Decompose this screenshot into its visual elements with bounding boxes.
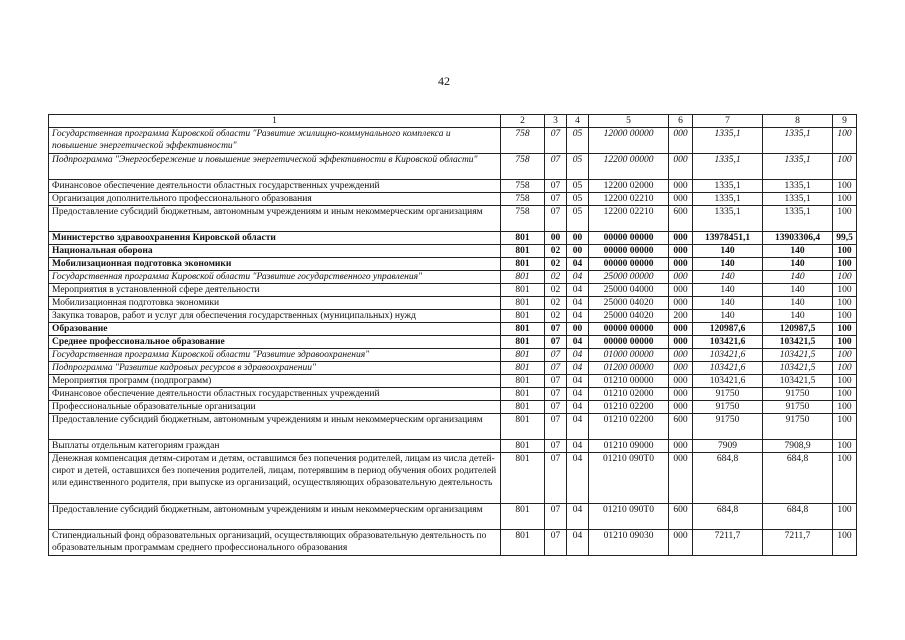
actual-amount-cell: 140 (763, 284, 833, 297)
subsection-code-cell: 04 (567, 310, 589, 323)
table-row (49, 154, 857, 180)
section-code-cell: 07 (545, 453, 567, 504)
planned-amount-cell: 140 (693, 310, 763, 323)
column-header: 8 (763, 115, 833, 128)
section-code-cell: 00 (545, 232, 567, 245)
ministry-code-cell: 801 (501, 323, 545, 336)
planned-amount-cell: 91750 (693, 414, 763, 440)
expense-type-cell: 000 (669, 297, 693, 310)
subsection-code-cell: 04 (567, 271, 589, 284)
subsection-code-cell: 05 (567, 154, 589, 180)
table-row (49, 453, 857, 504)
expense-type-cell: 000 (669, 323, 693, 336)
expense-type-cell: 000 (669, 271, 693, 284)
subsection-code-cell: 04 (567, 284, 589, 297)
ministry-code-cell: 801 (501, 245, 545, 258)
percent-cell: 100 (833, 388, 857, 401)
section-code-cell: 07 (545, 388, 567, 401)
actual-amount-cell: 103421,5 (763, 362, 833, 375)
percent-cell: 100 (833, 530, 857, 556)
subsection-code-cell: 04 (567, 375, 589, 388)
percent-cell: 100 (833, 258, 857, 271)
expense-type-cell: 000 (669, 401, 693, 414)
percent-cell: 100 (833, 297, 857, 310)
percent-cell: 100 (833, 453, 857, 504)
expense-type-cell: 000 (669, 530, 693, 556)
name-cell: Организация дополнительного профессионального образования (49, 193, 501, 206)
percent-cell: 100 (833, 401, 857, 414)
target-article-cell: 01210 090Т0 (589, 504, 669, 530)
target-article-cell: 12200 02000 (589, 180, 669, 193)
section-code-cell: 07 (545, 128, 567, 154)
section-code-cell: 02 (545, 258, 567, 271)
ministry-code-cell: 801 (501, 504, 545, 530)
ministry-code-cell: 801 (501, 232, 545, 245)
section-code-cell: 02 (545, 310, 567, 323)
ministry-code-cell: 758 (501, 128, 545, 154)
section-code-cell: 07 (545, 401, 567, 414)
name-cell: Образование (49, 323, 501, 336)
table-row (49, 245, 857, 258)
ministry-code-cell: 758 (501, 206, 545, 232)
target-article-cell: 01200 00000 (589, 362, 669, 375)
name-cell: Профессиональные образовательные организации (49, 401, 501, 414)
table-row (49, 336, 857, 349)
planned-amount-cell: 103421,6 (693, 362, 763, 375)
percent-cell: 100 (833, 271, 857, 284)
ministry-code-cell: 801 (501, 453, 545, 504)
table-row (49, 180, 857, 193)
ministry-code-cell: 758 (501, 180, 545, 193)
expense-type-cell: 000 (669, 440, 693, 453)
expense-type-cell: 200 (669, 310, 693, 323)
target-article-cell: 01210 090Т0 (589, 453, 669, 504)
table-row (49, 323, 857, 336)
planned-amount-cell: 684,8 (693, 504, 763, 530)
planned-amount-cell: 7211,7 (693, 530, 763, 556)
name-cell: Денежная компенсация детям-сиротам и детям, оставшимся без попечения родителей, лицам из числа детей-сирот и детей, оставшихся без попечения родителей, лицам, потерявшим в период обучения обоих родителей или единственного родителя, при выпуске из организаций, осуществляющих образовательную деятельность (49, 453, 501, 504)
subsection-code-cell: 00 (567, 323, 589, 336)
ministry-code-cell: 801 (501, 336, 545, 349)
planned-amount-cell: 140 (693, 258, 763, 271)
target-article-cell: 12200 02210 (589, 193, 669, 206)
name-cell: Закупка товаров, работ и услуг для обеспечения государственных (муниципальных) нужд (49, 310, 501, 323)
percent-cell: 100 (833, 336, 857, 349)
table-row (49, 440, 857, 453)
column-header: 1 (49, 115, 501, 128)
expense-type-cell: 600 (669, 504, 693, 530)
ministry-code-cell: 801 (501, 310, 545, 323)
planned-amount-cell: 7909 (693, 440, 763, 453)
target-article-cell: 25000 04000 (589, 284, 669, 297)
planned-amount-cell: 684,8 (693, 453, 763, 504)
target-article-cell: 00000 00000 (589, 232, 669, 245)
expense-type-cell: 000 (669, 232, 693, 245)
planned-amount-cell: 1335,1 (693, 154, 763, 180)
actual-amount-cell: 684,8 (763, 504, 833, 530)
name-cell: Предоставление субсидий бюджетным, автономным учреждениям и иным некоммерческим организациям (49, 206, 501, 232)
target-article-cell: 00000 00000 (589, 258, 669, 271)
expense-type-cell: 600 (669, 206, 693, 232)
subsection-code-cell: 04 (567, 414, 589, 440)
table-row (49, 310, 857, 323)
actual-amount-cell: 1335,1 (763, 128, 833, 154)
page-number: 42 (438, 74, 450, 88)
planned-amount-cell: 1335,1 (693, 193, 763, 206)
percent-cell: 100 (833, 284, 857, 297)
expense-type-cell: 000 (669, 180, 693, 193)
name-cell: Национальная оборона (49, 245, 501, 258)
actual-amount-cell: 140 (763, 310, 833, 323)
planned-amount-cell: 13978451,1 (693, 232, 763, 245)
table-row (49, 349, 857, 362)
target-article-cell: 01210 09000 (589, 440, 669, 453)
actual-amount-cell: 103421,5 (763, 349, 833, 362)
actual-amount-cell: 91750 (763, 401, 833, 414)
ministry-code-cell: 801 (501, 414, 545, 440)
actual-amount-cell: 7908,9 (763, 440, 833, 453)
table-row (49, 297, 857, 310)
ministry-code-cell: 801 (501, 530, 545, 556)
subsection-code-cell: 04 (567, 401, 589, 414)
expense-type-cell: 000 (669, 453, 693, 504)
section-code-cell: 02 (545, 297, 567, 310)
subsection-code-cell: 00 (567, 232, 589, 245)
target-article-cell: 12000 00000 (589, 128, 669, 154)
expense-type-cell: 000 (669, 258, 693, 271)
target-article-cell: 01210 02200 (589, 414, 669, 440)
name-cell: Финансовое обеспечение деятельности областных государственных учреждений (49, 388, 501, 401)
name-cell: Финансовое обеспечение деятельности областных государственных учреждений (49, 180, 501, 193)
table-row (49, 401, 857, 414)
column-header: 2 (501, 115, 545, 128)
planned-amount-cell: 120987,6 (693, 323, 763, 336)
name-cell: Мероприятия в установленной сфере деятельности (49, 284, 501, 297)
actual-amount-cell: 91750 (763, 414, 833, 440)
section-code-cell: 07 (545, 323, 567, 336)
target-article-cell: 01210 02200 (589, 401, 669, 414)
ministry-code-cell: 801 (501, 284, 545, 297)
expense-type-cell: 000 (669, 388, 693, 401)
table-row (49, 504, 857, 530)
actual-amount-cell: 1335,1 (763, 193, 833, 206)
planned-amount-cell: 91750 (693, 388, 763, 401)
section-code-cell: 02 (545, 284, 567, 297)
target-article-cell: 01000 00000 (589, 349, 669, 362)
section-code-cell: 07 (545, 530, 567, 556)
planned-amount-cell: 140 (693, 271, 763, 284)
actual-amount-cell: 140 (763, 245, 833, 258)
percent-cell: 100 (833, 414, 857, 440)
name-cell: Среднее профессиональное образование (49, 336, 501, 349)
column-header: 6 (669, 115, 693, 128)
actual-amount-cell: 120987,5 (763, 323, 833, 336)
actual-amount-cell: 13903306,4 (763, 232, 833, 245)
budget-table (48, 114, 857, 556)
table-row (49, 388, 857, 401)
percent-cell: 100 (833, 128, 857, 154)
name-cell: Подпрограмма "Энергосбережение и повышение энергетической эффективности в Кировской области" (49, 154, 501, 180)
name-cell: Мобилизационная подготовка экономики (49, 297, 501, 310)
expense-type-cell: 000 (669, 245, 693, 258)
table-row (49, 193, 857, 206)
percent-cell: 99,5 (833, 232, 857, 245)
name-cell: Государственная программа Кировской области "Развитие государственного управления" (49, 271, 501, 284)
actual-amount-cell: 7211,7 (763, 530, 833, 556)
actual-amount-cell: 1335,1 (763, 180, 833, 193)
ministry-code-cell: 801 (501, 388, 545, 401)
subsection-code-cell: 04 (567, 530, 589, 556)
column-header: 5 (589, 115, 669, 128)
planned-amount-cell: 1335,1 (693, 180, 763, 193)
subsection-code-cell: 04 (567, 388, 589, 401)
target-article-cell: 25000 04020 (589, 310, 669, 323)
name-cell: Предоставление субсидий бюджетным, автономным учреждениям и иным некоммерческим организациям (49, 414, 501, 440)
percent-cell: 100 (833, 310, 857, 323)
expense-type-cell: 000 (669, 362, 693, 375)
table-row (49, 258, 857, 271)
section-code-cell: 07 (545, 193, 567, 206)
ministry-code-cell: 801 (501, 375, 545, 388)
name-cell: Стипендиальный фонд образовательных организаций, осуществляющих образовательную деятельность по образовательным программам среднего профессионального образования (49, 530, 501, 556)
planned-amount-cell: 1335,1 (693, 128, 763, 154)
percent-cell: 100 (833, 245, 857, 258)
expense-type-cell: 000 (669, 284, 693, 297)
section-code-cell: 02 (545, 245, 567, 258)
column-header: 4 (567, 115, 589, 128)
name-cell: Подпрограмма "Развитие кадровых ресурсов в здравоохранении" (49, 362, 501, 375)
actual-amount-cell: 140 (763, 271, 833, 284)
table-row (49, 375, 857, 388)
actual-amount-cell: 103421,5 (763, 375, 833, 388)
ministry-code-cell: 801 (501, 258, 545, 271)
subsection-code-cell: 04 (567, 349, 589, 362)
expense-type-cell: 000 (669, 154, 693, 180)
percent-cell: 100 (833, 349, 857, 362)
header-row (49, 115, 857, 128)
percent-cell: 100 (833, 362, 857, 375)
subsection-code-cell: 05 (567, 193, 589, 206)
table-row (49, 530, 857, 556)
target-article-cell: 01210 00000 (589, 375, 669, 388)
planned-amount-cell: 103421,6 (693, 336, 763, 349)
table-row (49, 362, 857, 375)
name-cell: Министерство здравоохранения Кировской области (49, 232, 501, 245)
percent-cell: 100 (833, 375, 857, 388)
planned-amount-cell: 103421,6 (693, 349, 763, 362)
target-article-cell: 01210 02000 (589, 388, 669, 401)
target-article-cell: 00000 00000 (589, 323, 669, 336)
subsection-code-cell: 04 (567, 440, 589, 453)
subsection-code-cell: 04 (567, 258, 589, 271)
name-cell: Выплаты отдельным категориям граждан (49, 440, 501, 453)
planned-amount-cell: 91750 (693, 401, 763, 414)
target-article-cell: 12200 02210 (589, 206, 669, 232)
section-code-cell: 07 (545, 206, 567, 232)
section-code-cell: 07 (545, 440, 567, 453)
percent-cell: 100 (833, 440, 857, 453)
table-row (49, 414, 857, 440)
ministry-code-cell: 801 (501, 297, 545, 310)
section-code-cell: 07 (545, 180, 567, 193)
planned-amount-cell: 140 (693, 297, 763, 310)
table-row (49, 284, 857, 297)
column-header: 9 (833, 115, 857, 128)
subsection-code-cell: 04 (567, 362, 589, 375)
table-body (49, 128, 857, 556)
target-article-cell: 25000 00000 (589, 271, 669, 284)
name-cell: Государственная программа Кировской области "Развитие здравоохранения" (49, 349, 501, 362)
percent-cell: 100 (833, 504, 857, 530)
percent-cell: 100 (833, 193, 857, 206)
percent-cell: 100 (833, 323, 857, 336)
percent-cell: 100 (833, 180, 857, 193)
expense-type-cell: 000 (669, 336, 693, 349)
name-cell: Государственная программа Кировской области "Развитие жилищно-коммунального комплекса и повышение энергетической эффективности" (49, 128, 501, 154)
ministry-code-cell: 758 (501, 154, 545, 180)
column-header: 7 (693, 115, 763, 128)
target-article-cell: 00000 00000 (589, 245, 669, 258)
target-article-cell: 01210 09030 (589, 530, 669, 556)
column-header: 3 (545, 115, 567, 128)
planned-amount-cell: 103421,6 (693, 375, 763, 388)
ministry-code-cell: 801 (501, 440, 545, 453)
section-code-cell: 07 (545, 414, 567, 440)
expense-type-cell: 000 (669, 193, 693, 206)
ministry-code-cell: 801 (501, 401, 545, 414)
target-article-cell: 00000 00000 (589, 336, 669, 349)
actual-amount-cell: 140 (763, 258, 833, 271)
ministry-code-cell: 801 (501, 349, 545, 362)
table-row (49, 206, 857, 232)
percent-cell: 100 (833, 154, 857, 180)
subsection-code-cell: 04 (567, 453, 589, 504)
actual-amount-cell: 684,8 (763, 453, 833, 504)
table-row (49, 128, 857, 154)
section-code-cell: 02 (545, 271, 567, 284)
actual-amount-cell: 91750 (763, 388, 833, 401)
expense-type-cell: 000 (669, 349, 693, 362)
planned-amount-cell: 140 (693, 284, 763, 297)
subsection-code-cell: 05 (567, 206, 589, 232)
ministry-code-cell: 801 (501, 362, 545, 375)
section-code-cell: 07 (545, 362, 567, 375)
actual-amount-cell: 1335,1 (763, 154, 833, 180)
ministry-code-cell: 758 (501, 193, 545, 206)
table-row (49, 232, 857, 245)
planned-amount-cell: 1335,1 (693, 206, 763, 232)
name-cell: Предоставление субсидий бюджетным, автономным учреждениям и иным некоммерческим организациям (49, 504, 501, 530)
subsection-code-cell: 04 (567, 297, 589, 310)
subsection-code-cell: 04 (567, 504, 589, 530)
subsection-code-cell: 00 (567, 245, 589, 258)
actual-amount-cell: 140 (763, 297, 833, 310)
planned-amount-cell: 140 (693, 245, 763, 258)
section-code-cell: 07 (545, 504, 567, 530)
actual-amount-cell: 103421,5 (763, 336, 833, 349)
expense-type-cell: 000 (669, 128, 693, 154)
percent-cell: 100 (833, 206, 857, 232)
expense-type-cell: 000 (669, 375, 693, 388)
name-cell: Мобилизационная подготовка экономики (49, 258, 501, 271)
expense-type-cell: 600 (669, 414, 693, 440)
section-code-cell: 07 (545, 375, 567, 388)
subsection-code-cell: 04 (567, 336, 589, 349)
section-code-cell: 07 (545, 154, 567, 180)
subsection-code-cell: 05 (567, 128, 589, 154)
subsection-code-cell: 05 (567, 180, 589, 193)
section-code-cell: 07 (545, 349, 567, 362)
target-article-cell: 25000 04020 (589, 297, 669, 310)
table-row (49, 271, 857, 284)
section-code-cell: 07 (545, 336, 567, 349)
name-cell: Мероприятия программ (подпрограмм) (49, 375, 501, 388)
actual-amount-cell: 1335,1 (763, 206, 833, 232)
ministry-code-cell: 801 (501, 271, 545, 284)
target-article-cell: 12200 00000 (589, 154, 669, 180)
